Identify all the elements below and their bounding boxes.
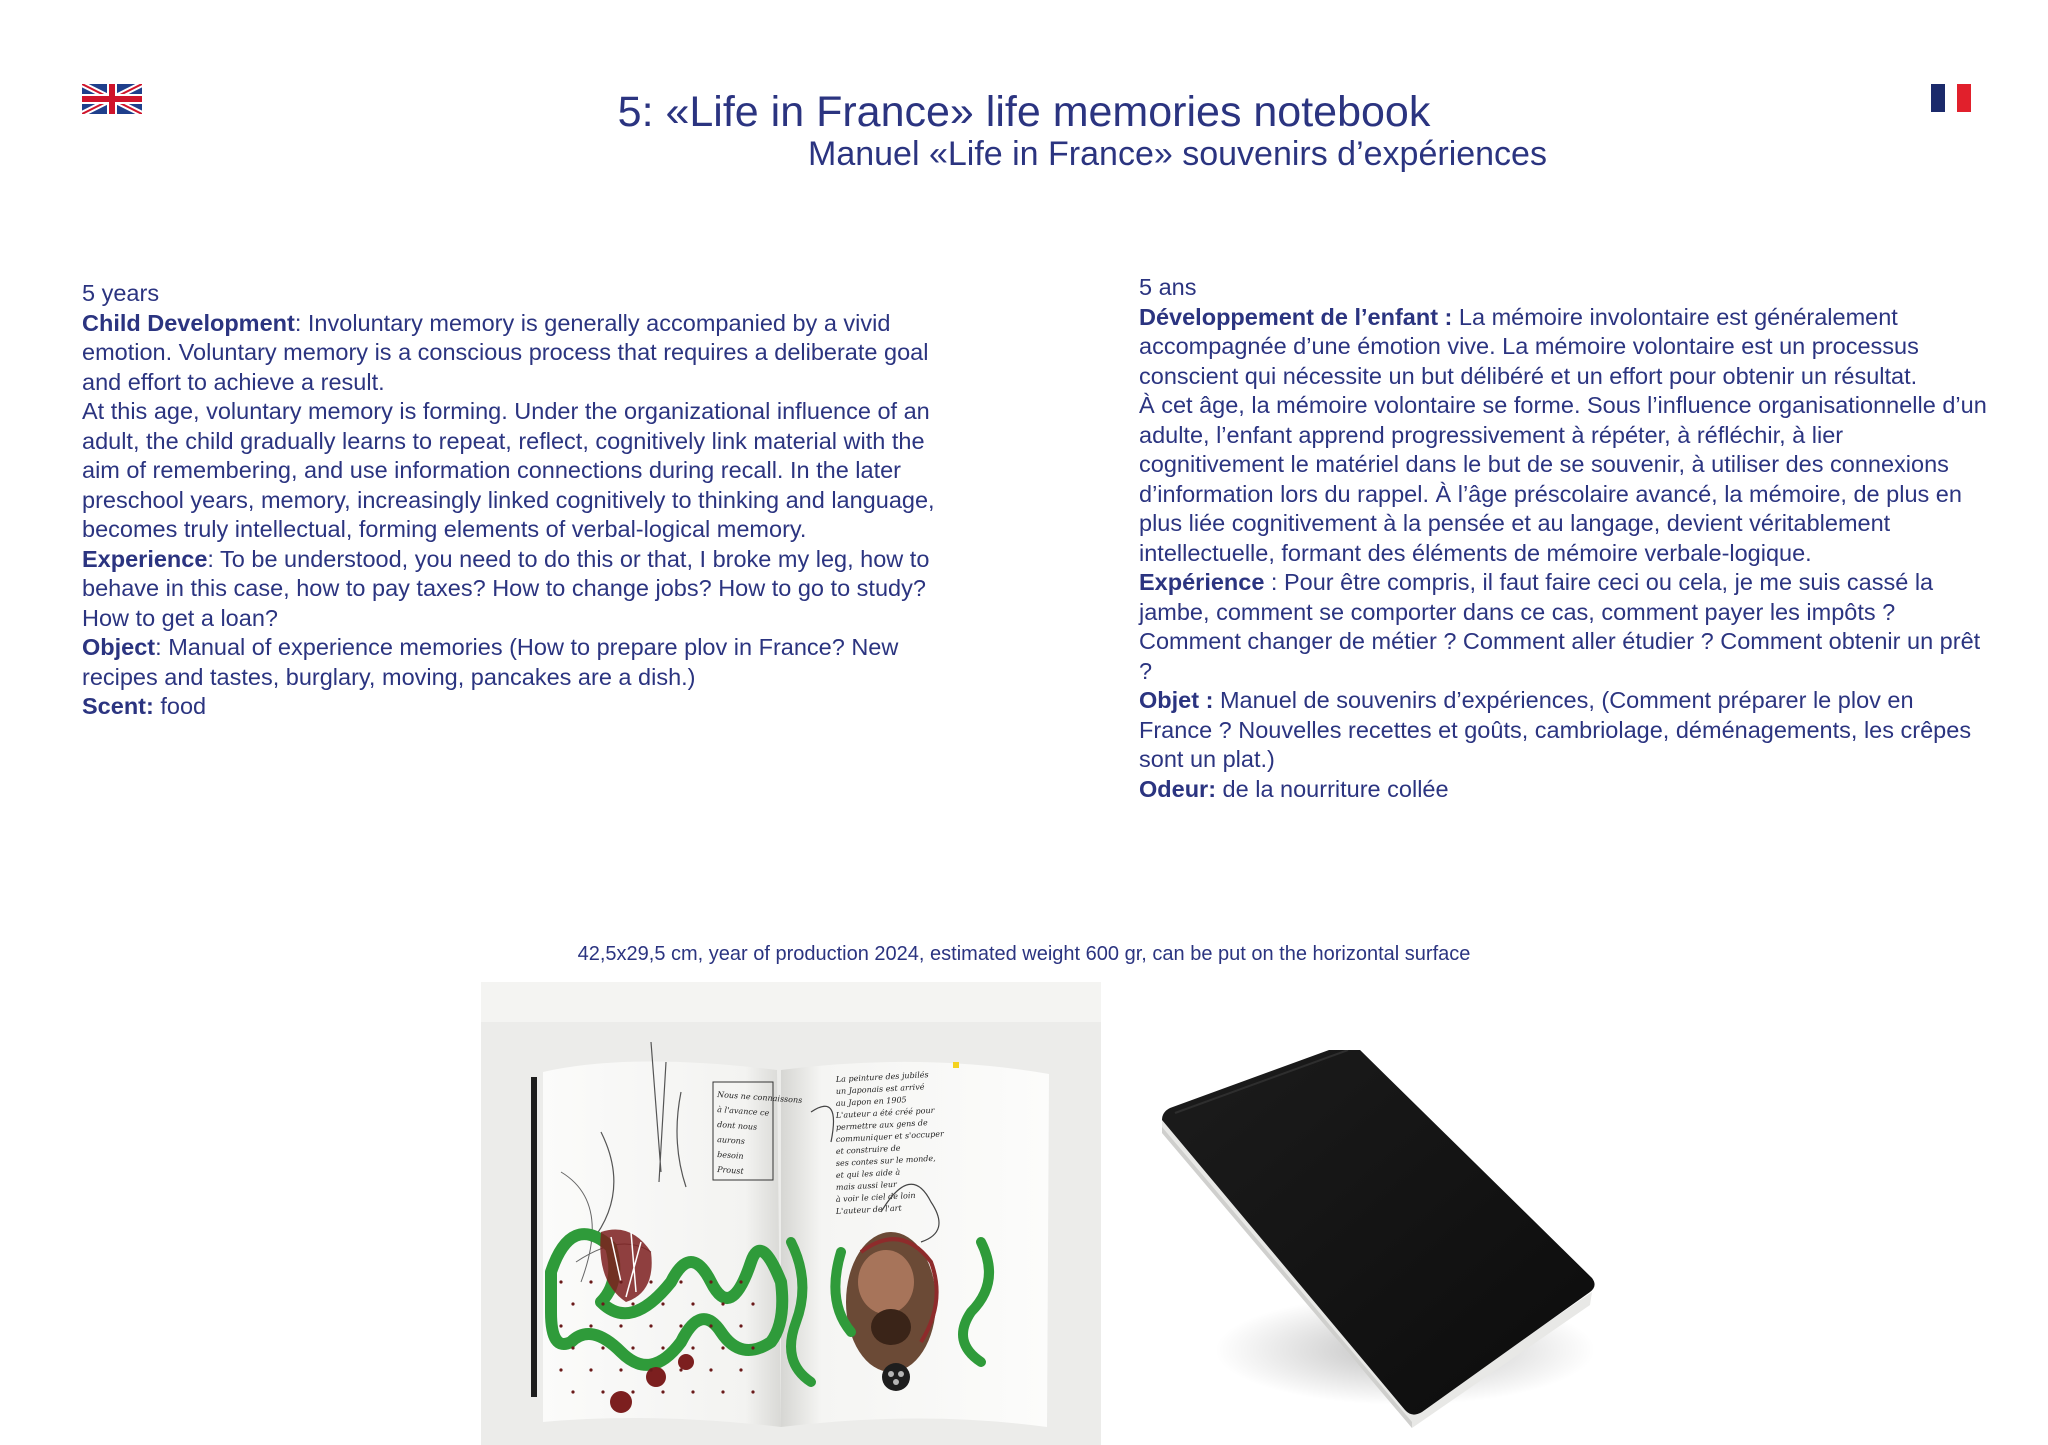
- dimensions-caption: 42,5x29,5 cm, year of production 2024, estimated weight 600 gr, can be put on the horizontal surface: [577, 943, 1471, 965]
- object-label-en: Object: [82, 634, 156, 660]
- scent-fr: [1139, 775, 1989, 805]
- paint-dot: [721, 1346, 724, 1349]
- development-text-en: : Involuntary memory is generally accompanied by a vivid emotion. Voluntary memory is a conscious process that requires a deliberate goal and effort to achieve a result.: [82, 309, 929, 395]
- paint-dot: [601, 1390, 604, 1393]
- development-label-fr: Développement de l’enfant :: [1139, 303, 1453, 330]
- paint-dot: [739, 1368, 742, 1371]
- scent-label-en: Scent:: [82, 693, 154, 719]
- page-subtitle: Manuel «Life in France» souvenirs d’expériences: [808, 135, 1547, 173]
- handwritten-line: L'auteur a été créé pour: [835, 1105, 935, 1120]
- handwritten-line: mais aussi leur: [835, 1179, 898, 1192]
- paint-dot: [559, 1368, 562, 1371]
- paint-dot: [571, 1390, 574, 1393]
- paint-dot: [571, 1302, 574, 1305]
- paint-dot: [691, 1302, 694, 1305]
- experience-label-en: Experience: [82, 545, 208, 572]
- scent-label-fr: Odeur:: [1139, 775, 1217, 802]
- paint-dot: [691, 1346, 694, 1349]
- development-text-fr: La mémoire involontaire est généralement accompagnée d’une émotion vive. La mémoire volontaire est un processus conscient qui nécessite un but délibéré et un effort pour obtenir un résultat.: [1139, 303, 1919, 389]
- paint-dot: [661, 1346, 664, 1349]
- handwritten-line: dont nous: [716, 1120, 758, 1132]
- handwritten-line: aurons: [716, 1135, 746, 1146]
- paint-dot: [619, 1368, 622, 1371]
- development-fr: [1139, 303, 1989, 392]
- age-fr: 5 ans: [1139, 274, 1197, 300]
- object-text-en: : Manual of experience memories (How to prepare plov in France? New recipes and tastes, burglary, moving, pancakes are a dish.): [82, 634, 899, 690]
- page-title: 5: «Life in France» life memories notebook: [617, 88, 1431, 136]
- paint-dot: [649, 1324, 652, 1327]
- paint-dot: [709, 1280, 712, 1283]
- handwritten-line: permettre aux gens de: [835, 1118, 929, 1132]
- handwritten-line: et construire de: [835, 1143, 901, 1156]
- paint-dot: [751, 1302, 754, 1305]
- experience-en: [82, 545, 942, 634]
- paint-dot: [721, 1390, 724, 1393]
- paint-dot: [751, 1390, 754, 1393]
- experience-label-fr: Expérience: [1139, 569, 1265, 595]
- paint-dot: [589, 1280, 592, 1283]
- handwritten-line: à voir le ciel de loin: [835, 1190, 916, 1204]
- english-description: [82, 279, 942, 722]
- paint-dot: [601, 1302, 604, 1305]
- paint-dot: [649, 1368, 652, 1371]
- object-text-fr: Manuel de souvenirs d’expériences, (Comment préparer le plov en France ? Nouvelles recettes et goûts, cambriolage, déménagements, les crêpes sont un plat.): [1139, 687, 1972, 772]
- object-en: [82, 633, 942, 692]
- paint-dot: [589, 1324, 592, 1327]
- paint-dot: [709, 1324, 712, 1327]
- experience-text-en: : To be understood, you need to do this or that, I broke my leg, how to behave in this case, how to pay taxes? How to change jobs? How to go to study? How to get a loan?: [82, 545, 930, 631]
- paint-dot: [619, 1324, 622, 1327]
- paint-dot: [601, 1346, 604, 1349]
- paint-dot: [679, 1324, 682, 1327]
- closed-notebook-photo: [1150, 1050, 1610, 1430]
- handwritten-line: communiquer et s'occuper: [835, 1129, 945, 1144]
- object-label-fr: Objet :: [1139, 687, 1214, 713]
- paint-dot: [559, 1324, 562, 1327]
- experience-fr: [1139, 568, 1989, 686]
- object-fr: [1139, 686, 1989, 775]
- french-description: [1139, 273, 1989, 804]
- paint-dot: [619, 1280, 622, 1283]
- paint-dot: [709, 1368, 712, 1371]
- paint-dot: [679, 1280, 682, 1283]
- scent-en: [82, 692, 942, 722]
- development-text2-fr: À cet âge, la mémoire volontaire se forme. Sous l’influence organisationnelle d’un adulte, l’enfant apprend progressivement à répéter, à réfléchir, à lier cognitivement le matériel dans le but de se souvenir, à utiliser des connexions d’information lors du rappel. À l’âge préscolaire avancé, la mémoire, de plus en plus liée cognitivement à la pensée et au langage, devient véritablement intellectuelle, formant des éléments de mémoire verbale-logique.: [1139, 392, 1987, 566]
- handwritten-line: à l'avance ce: [716, 1105, 770, 1118]
- handwritten-line: ses contes sur le monde,: [835, 1153, 936, 1168]
- paint-dot: [739, 1324, 742, 1327]
- experience-text-fr: : Pour être compris, il faut faire ceci ou cela, je me suis cassé la jambe, comment se comporter dans ce cas, comment payer les impôts ? Comment changer de métier ? Comment aller étudier ? Comment obtenir un prêt ?: [1139, 569, 1981, 684]
- handwritten-line: L'auteur de l'art: [835, 1203, 902, 1216]
- handwritten-line: La peinture des jubilés: [835, 1070, 929, 1084]
- development-label-en: Child Development: [82, 309, 295, 336]
- paint-dot: [661, 1390, 664, 1393]
- handwritten-line: et qui les aide à: [835, 1167, 901, 1180]
- paint-dot: [649, 1280, 652, 1283]
- development-text2-en: At this age, voluntary memory is forming. Under the organizational influence of an adult, the child gradually learns to repeat, reflect, cognitively link material with the aim of remembering, and use information connections during recall. In the later preschool years, memory, increasingly linked cognitively to thinking and language, becomes truly intellectual, forming elements of verbal-logical memory.: [82, 398, 935, 542]
- paint-dot: [751, 1346, 754, 1349]
- paint-dot: [739, 1280, 742, 1283]
- handwritten-line: besoin: [716, 1150, 744, 1161]
- paint-dot: [661, 1302, 664, 1305]
- handwritten-line: un Japonais est arrivé: [835, 1082, 925, 1096]
- paint-dot: [571, 1346, 574, 1349]
- age-en: 5 years: [82, 280, 160, 306]
- paint-dot: [631, 1302, 634, 1305]
- paint-dot: [631, 1346, 634, 1349]
- paint-dot: [589, 1368, 592, 1371]
- scent-text-en: food: [153, 693, 207, 719]
- handwritten-line: au Japon en 1905: [835, 1095, 907, 1108]
- development-en: [82, 309, 942, 398]
- scent-text-fr: de la nourriture collée: [1216, 775, 1449, 802]
- paint-dot: [679, 1368, 682, 1371]
- paint-dot: [721, 1302, 724, 1305]
- paint-dot: [559, 1280, 562, 1283]
- handwritten-line: Proust: [716, 1165, 744, 1176]
- handwritten-line: Nous ne connaissons: [716, 1090, 803, 1105]
- paint-dot: [691, 1390, 694, 1393]
- open-notebook-photo: [481, 982, 1101, 1445]
- paint-dot: [631, 1390, 634, 1393]
